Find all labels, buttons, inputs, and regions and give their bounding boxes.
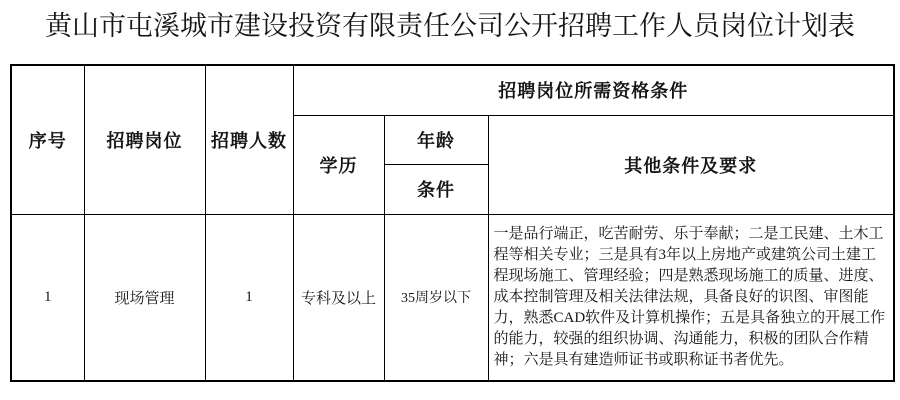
header-row-top bbox=[11, 65, 894, 115]
header-qualifications-group: 招聘岗位所需资格条件 bbox=[293, 65, 894, 115]
cell-position: 现场管理 bbox=[84, 214, 205, 381]
cell-age: 35周岁以下 bbox=[384, 214, 488, 381]
header-position: 招聘岗位 bbox=[84, 65, 205, 214]
header-seq: 序号 bbox=[11, 65, 84, 214]
header-other-conditions: 其他条件及要求 bbox=[488, 115, 894, 214]
cell-seq: 1 bbox=[11, 214, 84, 381]
header-age-line1: 年龄 bbox=[384, 115, 488, 164]
page-title: 黄山市屯溪城市建设投资有限责任公司公开招聘工作人员岗位计划表 bbox=[45, 11, 855, 41]
header-education: 学历 bbox=[293, 115, 384, 214]
table-row bbox=[11, 214, 894, 381]
recruitment-table bbox=[10, 64, 895, 382]
cell-other-conditions: 一是品行端正，吃苦耐劳、乐于奉献；二是工民建、土木工程等相关专业；三是具有3年以上房地产或建筑公司土建工程现场施工、管理经验；四是熟悉现场施工的质量、进度、成本控制管理及相关法律法规，具备良好的识图、审图能力，熟悉CAD软件及计算机操作；五是具备独立的开展工作的能力，较强的组织协调、沟通能力，积极的团队合作精神；六是具有建造师证书或职称证书者优先。 bbox=[488, 214, 894, 381]
cell-education: 专科及以上 bbox=[293, 214, 384, 381]
header-age-line2: 条件 bbox=[384, 164, 488, 214]
header-headcount: 招聘人数 bbox=[205, 65, 293, 214]
cell-headcount: 1 bbox=[205, 214, 293, 381]
